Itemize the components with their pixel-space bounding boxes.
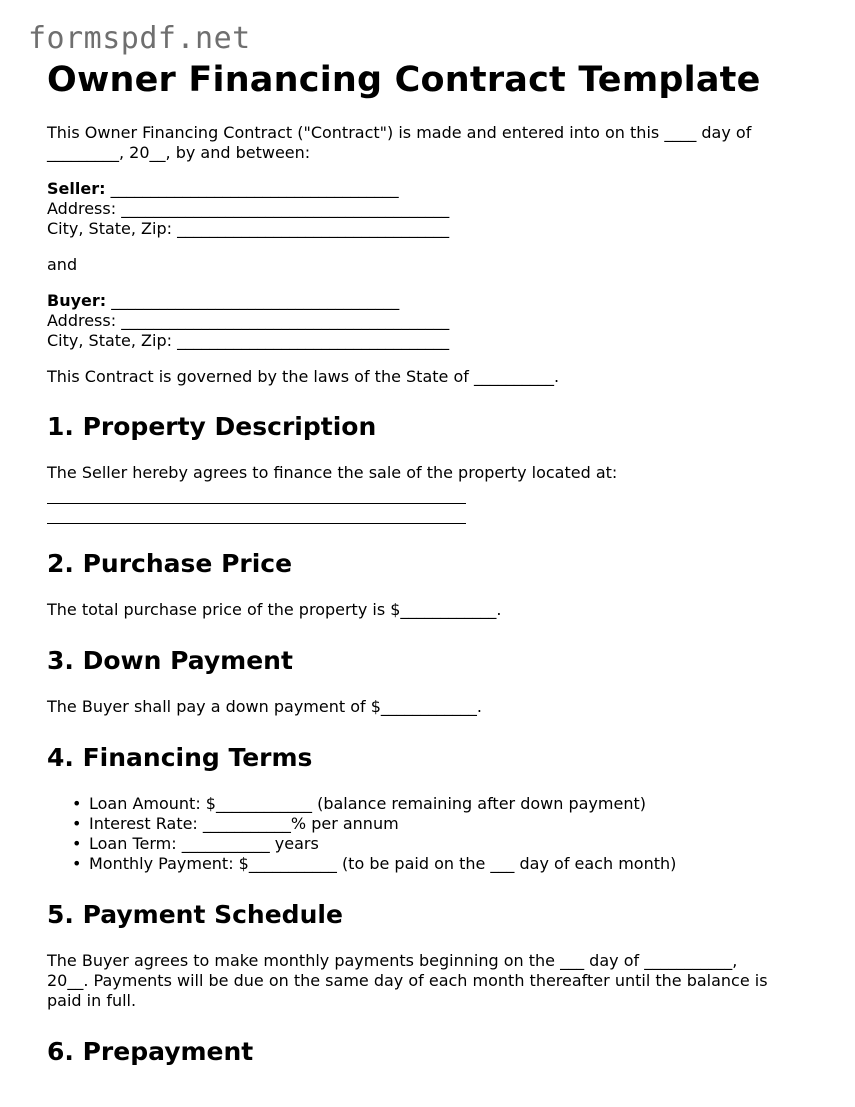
bullet: • — [72, 794, 82, 813]
buyer-name-blank: ____________________________________ — [106, 291, 400, 310]
intro-line: _________, 20__, by and between: — [47, 143, 311, 162]
buyer-name-line — [47, 291, 827, 311]
seller-address-line: Address: _________________________________________ — [47, 199, 450, 218]
schedule-line: 20__. Payments will be due on the same day of each month thereafter until the balance is — [47, 971, 768, 990]
price-text: The total purchase price of the property is $____________. — [47, 600, 502, 619]
bullet: • — [72, 854, 82, 873]
loan-amount-text: Loan Amount: $____________ (balance remaining after down payment) — [89, 794, 646, 813]
list-item — [72, 794, 827, 814]
property-blank-lines — [47, 503, 827, 524]
section-heading-financing-terms: 4. Financing Terms — [47, 743, 313, 772]
section-heading-payment-schedule: 5. Payment Schedule — [47, 900, 343, 929]
section-heading-prepayment: 6. Prepayment — [47, 1037, 254, 1066]
blank-line — [47, 523, 466, 524]
list-item — [72, 814, 827, 834]
document-page — [47, 58, 827, 1068]
and-text: and — [47, 255, 78, 274]
loan-term-text: Loan Term: ___________ years — [89, 834, 319, 853]
intro-paragraph — [47, 123, 827, 163]
payment-schedule-paragraph — [47, 951, 827, 1011]
section-heading-down-payment: 3. Down Payment — [47, 646, 293, 675]
schedule-line: The Buyer agrees to make monthly payments beginning on the ___ day of ___________, — [47, 951, 738, 970]
buyer-city-line: City, State, Zip: __________________________________ — [47, 331, 450, 350]
seller-name-blank: ____________________________________ — [105, 179, 399, 198]
section-heading-property: 1. Property Description — [47, 412, 377, 441]
intro-line: This Owner Financing Contract ("Contract") is made and entered into on this ____ day of — [47, 123, 752, 142]
list-item — [72, 834, 827, 854]
document-title: Owner Financing Contract Template — [47, 60, 761, 100]
bullet: • — [72, 834, 82, 853]
interest-rate-text: Interest Rate: ___________% per annum — [89, 814, 399, 833]
financing-terms-list — [47, 794, 827, 874]
property-text: The Seller hereby agrees to finance the sale of the property located at: — [47, 463, 618, 482]
buyer-block — [47, 291, 827, 351]
list-item — [72, 854, 827, 874]
down-payment-text: The Buyer shall pay a down payment of $____________. — [47, 697, 482, 716]
seller-label: Seller: — [47, 179, 106, 198]
bullet: • — [72, 814, 82, 833]
governing-law-text: This Contract is governed by the laws of the State of __________. — [47, 367, 560, 386]
blank-line — [47, 503, 466, 504]
seller-city-line: City, State, Zip: __________________________________ — [47, 219, 450, 238]
buyer-address-line: Address: _________________________________________ — [47, 311, 450, 330]
schedule-line: paid in full. — [47, 991, 137, 1010]
seller-name-line — [47, 179, 827, 199]
watermark-text: formspdf.net — [28, 21, 251, 56]
section-heading-price: 2. Purchase Price — [47, 549, 293, 578]
monthly-payment-text: Monthly Payment: $___________ (to be paid on the ___ day of each month) — [89, 854, 677, 873]
buyer-label: Buyer: — [47, 291, 107, 310]
seller-block — [47, 179, 827, 239]
